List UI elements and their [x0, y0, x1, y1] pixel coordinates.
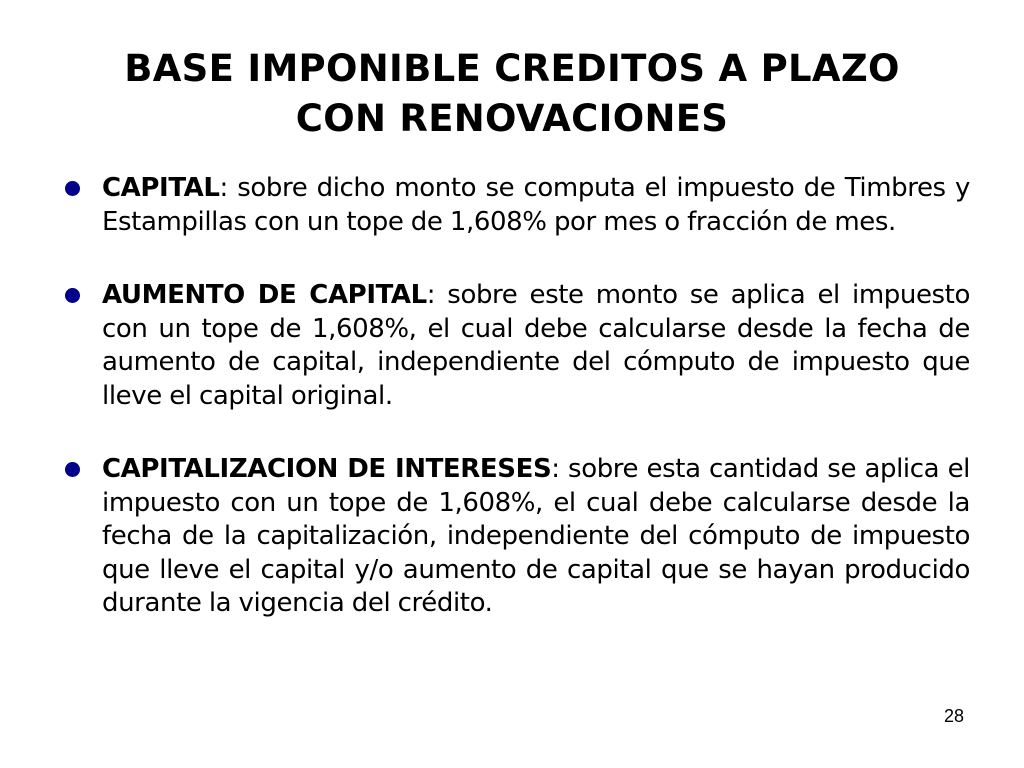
- bullet-term: AUMENTO DE CAPITAL: [102, 280, 427, 310]
- page-number: 28: [943, 706, 964, 726]
- bullet-list: [56, 172, 970, 661]
- bullet-text: : sobre dicho monto se computa el impuesto de Timbres y Estampillas con un tope de 1,608% por mes o fracción de mes.: [102, 173, 970, 237]
- bullet-item-aumento-de-capital: [56, 279, 970, 413]
- bullet-term: CAPITAL: [102, 173, 220, 203]
- bullet-text: : sobre este monto se aplica el impuesto con un tope de 1,608%, el cual debe calcularse desde la fecha de aumento de capital, independiente del cómputo de impuesto que lleve el capital original.: [102, 280, 970, 411]
- bullet-term: CAPITALIZACION DE INTERESES: [102, 454, 552, 484]
- round-bullet-icon: [65, 181, 80, 196]
- round-bullet-icon: [65, 462, 80, 477]
- bullet-item-capitalizacion-de-intereses: [56, 453, 970, 621]
- slide-title-line-1: BASE IMPONIBLE CREDITOS A PLAZO: [124, 47, 900, 90]
- bullet-text: : sobre esta cantidad se aplica el impuesto con un tope de 1,608%, el cual debe calcularse desde la fecha de la capitalización, independiente del cómputo de impuesto que lleve el capital y/o aumento de capital que se hayan producido durante la vigencia del crédito.: [102, 454, 970, 618]
- bullet-item-capital: [56, 172, 970, 239]
- round-bullet-icon: [65, 288, 80, 303]
- slide-title-line-2: CON RENOVACIONES: [295, 97, 729, 140]
- slide-title: [40, 44, 984, 144]
